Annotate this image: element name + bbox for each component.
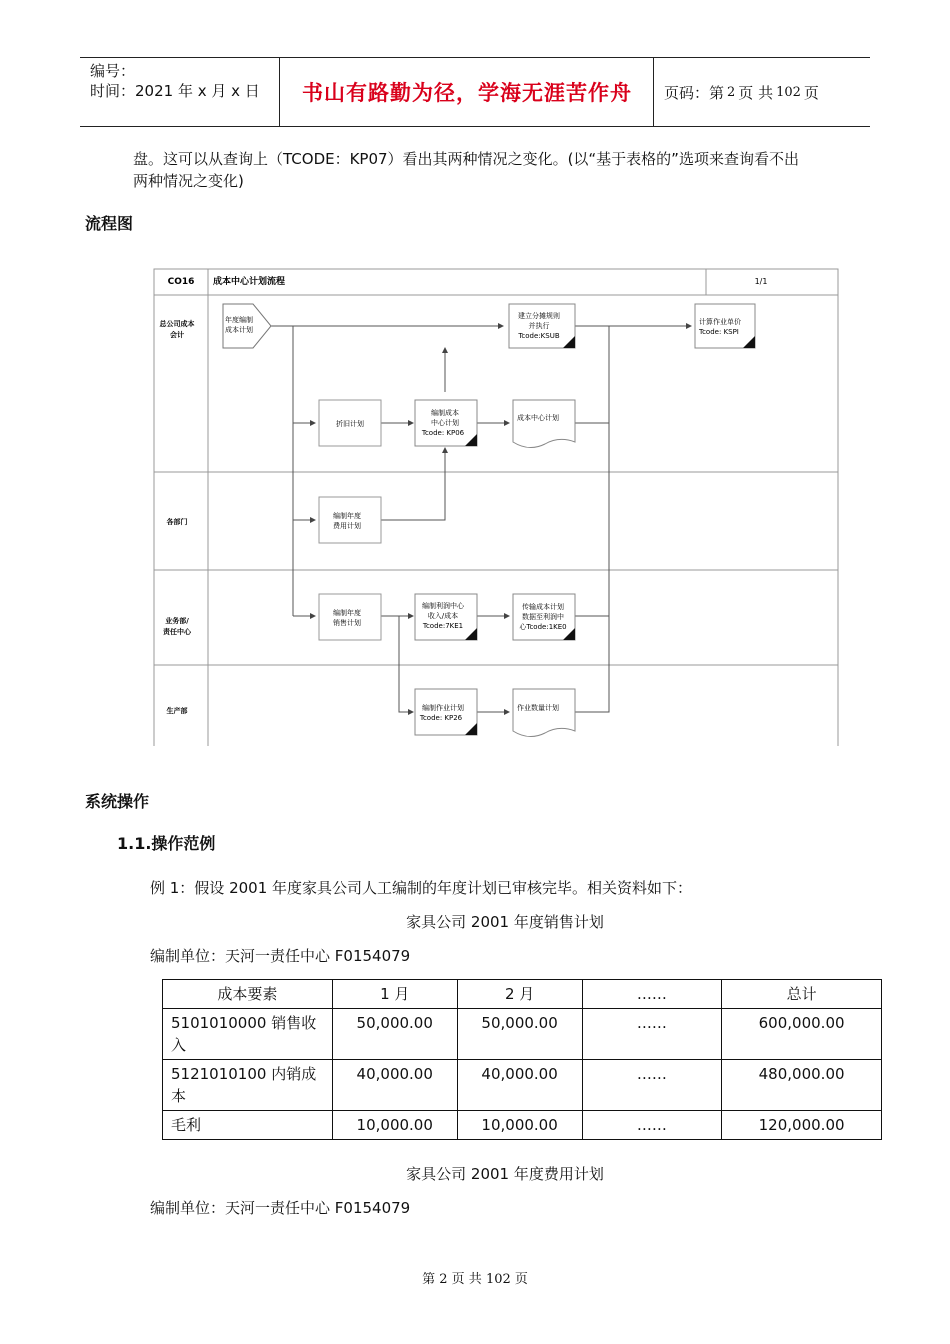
node-sales-plan-label: 编制年度销售计划 [333,609,361,627]
table-header: 总计 [722,980,882,1009]
header-page-mid: 页 共 [738,83,774,102]
node-kspi-label: 计算作业单价 Tcode: KSPI [699,318,741,336]
footer-suffix: 页 [514,1272,528,1287]
node-activity-plan-label: 作业数量计划 [517,704,559,712]
node-fee-plan [319,497,381,543]
example-text: 例 1：假设 2001 年度家具公司人工编制的年度计划已审核完毕。相关资料如下： [150,879,693,897]
sales-plan-title: 家具公司 2001 年度销售计划 [406,913,604,931]
page-footer [0,1268,950,1287]
header-time-label: 时间：2021 年 x 月 x 日 [90,82,260,100]
table-row [163,1009,882,1060]
header-number-label: 编号： [90,62,136,80]
footer-current: 2 [439,1272,448,1287]
flowchart-svg [153,268,839,746]
footer-mid: 页 共 [451,1272,482,1287]
header-page-suffix: 页 [803,83,819,102]
table-header: 1 月 [332,980,457,1009]
table-header: 2 月 [457,980,582,1009]
table-cell: 120,000.00 [722,1111,882,1140]
table-cell: 40,000.00 [332,1060,457,1111]
lane-label-departments: 各部门 [166,518,188,526]
lane-label-hq: 总公司成本会计 [159,320,195,339]
header-page-info [654,58,870,126]
intro-line-1: 盘。这可以从查询上（TCODE：KP07）看出其两种情况之变化。(以“基于表格的”选项来查询看不出 [133,150,799,168]
table-cell: 40,000.00 [457,1060,582,1111]
node-start-label: 年度编制成本计划 [225,316,253,334]
node-ksub-label: 建立分摊规则并执行 Tcode:KSUB [518,312,560,340]
table-cell: …… [582,1060,722,1111]
table-cell: 10,000.00 [332,1111,457,1140]
header-meta [80,58,280,126]
section-heading-flow: 流程图 [85,214,134,233]
node-7ke1-label: 编制利润中心收入/成本 Tcode:7KE1 [422,602,464,630]
table-header: …… [582,980,722,1009]
flowchart-title: 成本中心计划流程 [213,277,286,287]
node-cc-plan [513,400,575,448]
table-cell: …… [582,1009,722,1060]
table-row [163,1060,882,1111]
node-sales-plan [319,594,381,640]
table-cell: 480,000.00 [722,1060,882,1111]
table-cell: 毛利 [163,1111,333,1140]
sales-plan-table [162,979,882,1140]
table-cell: …… [582,1111,722,1140]
table-cell: 50,000.00 [457,1009,582,1060]
lane-label-production: 生产部 [166,707,188,715]
section-heading-system: 系统操作 [85,792,150,811]
node-kp26 [415,689,477,735]
table-cell: 5121010100 内销成本 [163,1060,333,1111]
flowchart-code: CO16 [167,277,195,287]
unit-label-1: 编制单位：天河一责任中心 F0154079 [150,947,411,965]
table-cell: 600,000.00 [722,1009,882,1060]
lane-label-business: 业务部/责任中心 [163,617,191,636]
fee-plan-title: 家具公司 2001 年度费用计划 [406,1165,604,1183]
node-fee-plan-label: 编制年度费用计划 [333,512,361,530]
table-cell: 50,000.00 [332,1009,457,1060]
footer-total: 102 [485,1272,511,1287]
footer-prefix: 第 [422,1272,436,1287]
table-header: 成本要素 [163,980,333,1009]
flowchart [153,268,839,746]
node-kp26-label: 编制作业计划 Tcode: KP26 [419,704,464,722]
table-cell: 10,000.00 [457,1111,582,1140]
table-cell: 5101010000 销售收入 [163,1009,333,1060]
page-header [80,57,870,127]
header-page-total: 102 [776,84,801,100]
node-1ke0-label: 传输成本计划数据至利润中心Tcode:1KE0 [519,603,567,631]
table-header-row [163,980,882,1009]
node-kp06-label: 编制成本中心计划 Tcode: KP06 [421,409,465,437]
node-activity-plan [513,689,575,737]
header-page-prefix: 页码：第 [664,83,725,102]
node-cc-plan-label: 成本中心计划 [517,414,559,422]
node-depreciation-label: 折旧计划 [336,420,364,428]
table-row [163,1111,882,1140]
node-kspi [695,304,755,348]
header-motto: 书山有路勤为径，学海无涯苦作舟 [281,58,654,126]
intro-line-2: 两种情况之变化) [133,172,244,190]
flowchart-page: 1/1 [754,277,768,286]
unit-label-2: 编制单位：天河一责任中心 F0154079 [150,1199,411,1217]
header-page-current: 2 [727,84,736,100]
section-heading-example: 1.1.操作范例 [117,834,216,853]
intro-paragraph [133,148,893,192]
